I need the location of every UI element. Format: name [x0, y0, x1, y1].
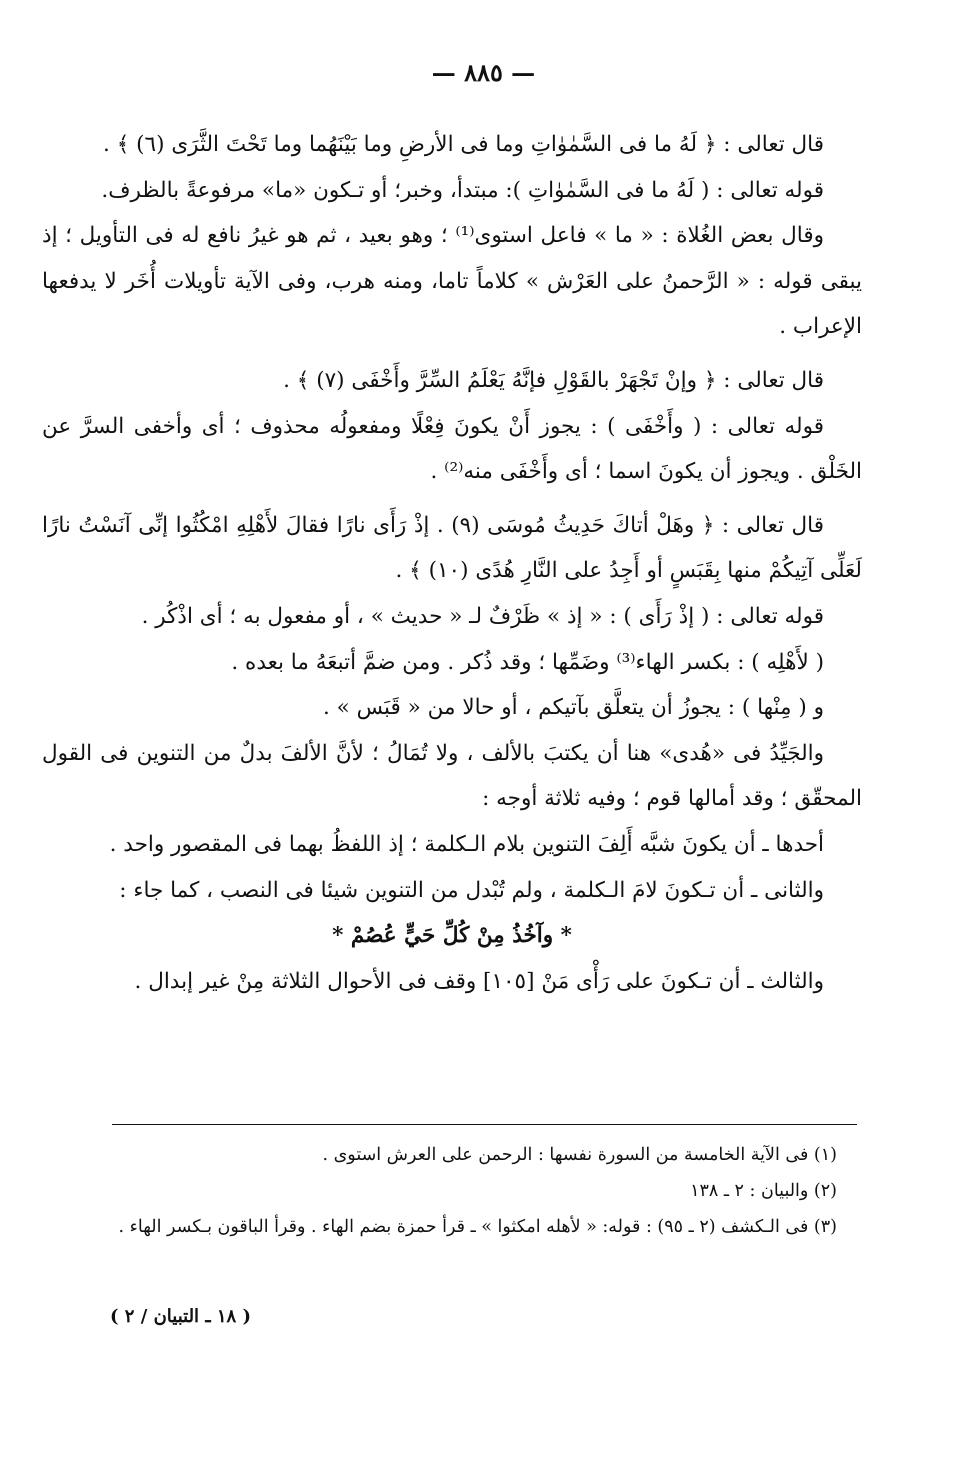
footnote-divider [112, 1124, 857, 1125]
paragraph-commentary-3: قوله تعالى : ( وأَخْفَى ) : يجوز أَنْ يكونَ فِعْلًا ومفعولُه محذوف ؛ أى وأخفى السرَّ عن الخَلْق . ويجوز أن يكونَ اسما ؛ أى وأَخْفَى منه⁽²⁾ . [42, 413, 862, 485]
body-text [42, 122, 862, 1004]
page-signature: ( ١٨ ـ التبيان / ٢ ) [110, 1306, 252, 1327]
paragraph-commentary-2: وقال بعض الغُلاة : « ما » فاعل استوى⁽¹⁾ ؛ وهو بعيد ، ثم هو غيرُ نافع له فى التأويل ؛ إذ يبقى قوله : « الرَّحمنُ على العَرْش » كلاماً تاما، ومنه هرب، وفى الآية تأويلات أُخَر لا يدفعها الإعراب . [42, 223, 862, 340]
footnotes [62, 1138, 837, 1244]
paragraph-verse-9-10: قال تعالى : ﴿ وهَلْ أتاكَ حَدِيثُ مُوسَى (٩) . إذْ رَأَى نارًا فقالَ لأَهْلِهِ امْكُثُوا إنِّى آنَسْتُ نارًا لَعَلِّى آتِيكُمْ منها بِقَبَسٍ أو أَجِدُ على النَّارِ هُدًى (١٠) ﴾ . [42, 512, 862, 584]
page-number: — ٨٨٥ — [431, 58, 536, 87]
paragraph-commentary-6: و ( مِنْها ) : يجوزُ أن يتعلَّق بآتيكم ، أو حالا من « قَبَس » . [322, 695, 824, 721]
paragraph-option-2: والثانى ـ أن تـكونَ لامَ الـكلمة ، ولم تُبْدل من التنوين شيئا فى النصب ، كما جاء : [119, 877, 824, 903]
footnote-2: (٢) والبيان : ٢ ـ ١٣٨ [690, 1181, 837, 1201]
paragraph-commentary-5: ( لأَهْلِه ) : بكسر الهاء⁽³⁾ وضَمِّها ؛ وقد ذُكر . ومن ضمَّ أتبعَهُ ما بعده . [231, 649, 824, 675]
paragraph-commentary-7: والجَيِّدُ فى «هُدى» هنا أن يكتبَ بالألف ، ولا تُمَالُ ؛ لأنَّ الألفَ بدلٌ من التنوين فى القول المحقّق ؛ وقد أمالها قوم ؛ وفيه ثلاثة أوجه : [42, 740, 862, 812]
paragraph-verse-7: قال تعالى : ﴿ وإنْ تَجْهَرْ بالقَوْلِ فإنَّهُ يَعْلَمُ السِّرَّ وأَخْفَى (٧) ﴾ . [283, 367, 824, 393]
paragraph-option-3: والثالث ـ أن تـكونَ على رَأْى مَنْ [١٠٥] وقف فى الأحوال الثلاثة مِنْ غير إبدال . [134, 968, 824, 994]
footnote-3: (٣) فى الـكشف (٢ ـ ٩٥) : قوله: « لأهله امكثوا » ـ قرأ حمزة بضم الهاء . وقرأ الباقون بـكسر الهاء . [118, 1217, 837, 1237]
paragraph-verse-6: قال تعالى : ﴿ لَهُ ما فى السَّمٰوٰاتِ وما فى الأرضِ وما بَيْنَهُما وما تَحْتَ الثَّرَى (٦) ﴾ . [103, 132, 824, 157]
footnote-1: (١) فى الآية الخامسة من السورة نفسها : الرحمن على العرش استوى . [322, 1145, 837, 1165]
poetry-verse: * وآخُذُ مِنْ كُلِّ حَيٍّ عُصُمْ * [332, 923, 572, 949]
paragraph-option-1: أحدها ـ أن يكونَ شبَّه أَلِفَ التنوين بلام الـكلمة ؛ إذ اللفظُ بهما فى المقصور واحد . [109, 831, 824, 857]
paragraph-commentary-4: قوله تعالى : ( إذْ رَأَى ) : « إذ » ظَرْفٌ لـ « حديث » ، أو مفعول به ؛ أى اذْكُر . [141, 603, 824, 629]
paragraph-commentary-1: قوله تعالى : ( لَهُ ما فى السَّمٰوٰاتِ ): مبتدأ، وخبر؛ أو تـكون «ما» مرفوعةً بالظرف. [101, 177, 824, 203]
